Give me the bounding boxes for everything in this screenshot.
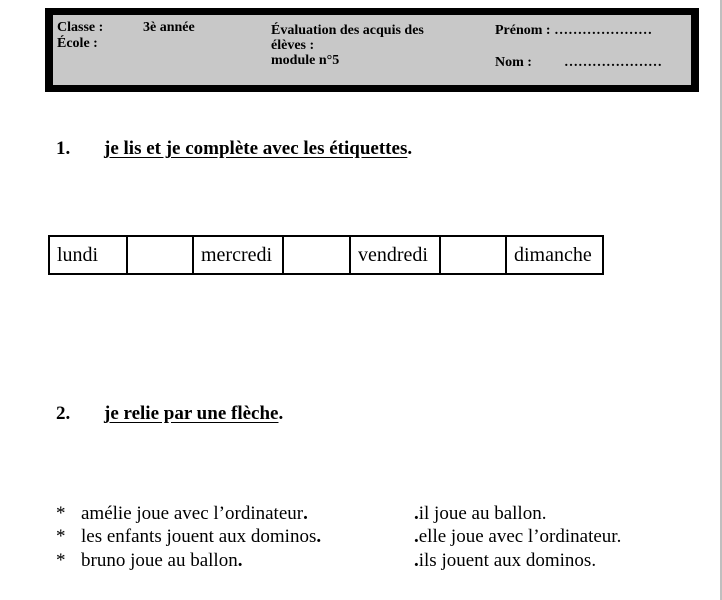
match-right-phrase: elle joue avec l’ordinateur.	[418, 526, 622, 547]
day-cell: mercredi	[193, 236, 283, 274]
days-table	[48, 235, 604, 275]
bullet-star: *	[56, 503, 66, 524]
match-left-phrase: bruno joue au ballon	[81, 550, 238, 571]
classe-value: 3è année	[143, 20, 195, 35]
match-left-text	[81, 526, 321, 548]
bullet-star: *	[56, 550, 66, 571]
question-1-instruction: je lis et je complète avec les étiquettes	[104, 138, 408, 159]
eval-title-line2: élèves :	[271, 38, 315, 53]
day-cell: dimanche	[506, 236, 603, 274]
ecole-label: École :	[57, 36, 98, 51]
day-blank-cell	[127, 236, 193, 274]
question-2-instruction: je relie par une flèche	[104, 403, 279, 424]
match-right-text	[414, 526, 621, 548]
match-left-dot: .	[237, 550, 243, 571]
nom-label: Nom :	[495, 55, 532, 70]
header-box	[45, 8, 699, 92]
eval-title-line1: Évaluation des acquis des	[271, 23, 424, 38]
prenom-field: Prénom : …………………	[495, 23, 653, 38]
eval-title-line3: module n°5	[271, 53, 340, 68]
match-right-text	[414, 503, 546, 525]
question-1-punct: .	[407, 138, 413, 159]
bullet-star: *	[56, 526, 66, 547]
match-left-dot: .	[316, 526, 322, 547]
match-left-phrase: les enfants jouent aux dominos	[81, 526, 317, 547]
match-left-text	[81, 503, 308, 525]
match-right-dot: .	[414, 526, 419, 547]
day-blank-cell	[283, 236, 350, 274]
match-right-dot: .	[414, 503, 419, 524]
question-1-number: 1.	[56, 138, 71, 159]
question-2-number: 2.	[56, 403, 71, 424]
day-cell: vendredi	[350, 236, 440, 274]
nom-dots: …………………	[564, 55, 662, 70]
day-blank-cell	[440, 236, 506, 274]
question-2-text	[104, 403, 283, 425]
match-right-text	[414, 550, 596, 572]
header-panel	[53, 15, 691, 85]
match-left-phrase: amélie joue avec l’ordinateur	[81, 503, 304, 524]
question-1-text	[104, 138, 412, 160]
match-right-phrase: il joue au ballon.	[418, 503, 547, 524]
match-right-dot: .	[414, 550, 419, 571]
question-2-punct: .	[278, 403, 284, 424]
match-left-dot: .	[303, 503, 308, 524]
match-left-text	[81, 550, 242, 572]
match-right-phrase: ils jouent aux dominos.	[418, 550, 597, 571]
day-cell: lundi	[49, 236, 127, 274]
classe-label: Classe :	[57, 20, 104, 35]
days-row	[49, 236, 603, 274]
